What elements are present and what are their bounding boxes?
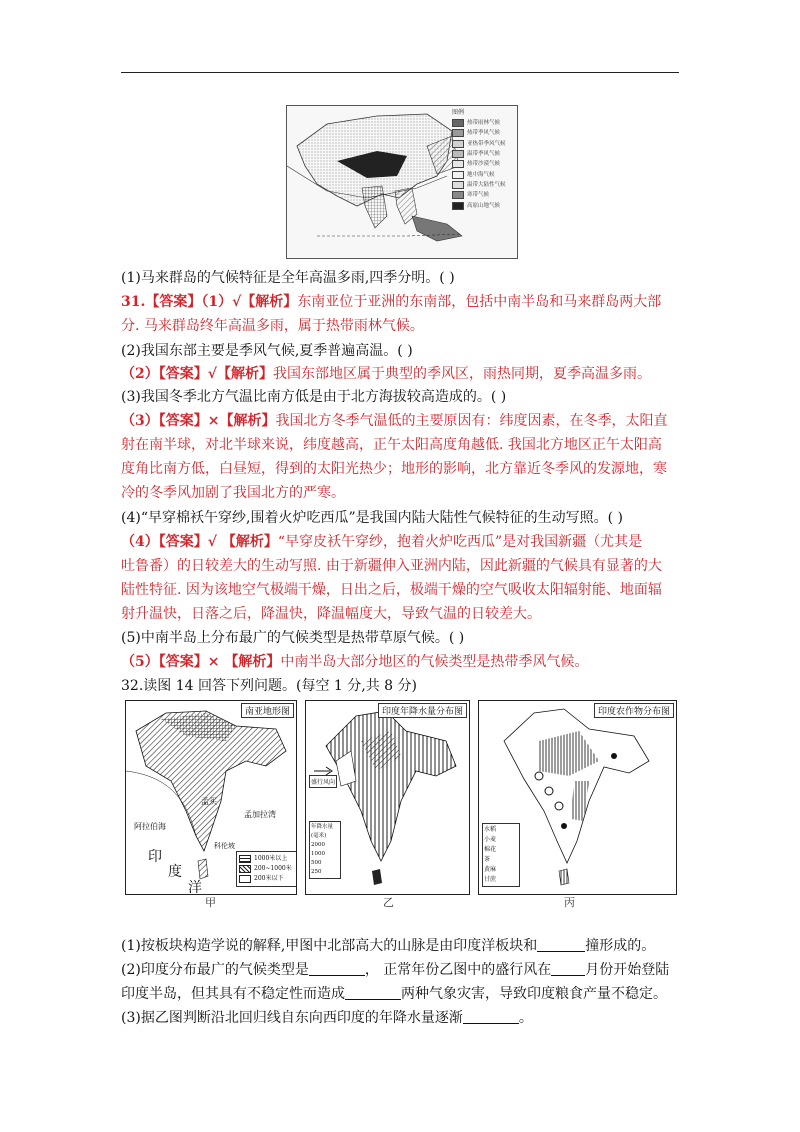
blank-4[interactable] <box>345 985 401 1000</box>
answer-4 <box>121 532 642 552</box>
legend-row <box>452 128 532 138</box>
prevailing-wind-label: 盛行风向 <box>309 775 337 788</box>
blank-2[interactable] <box>309 961 365 976</box>
label-du: 度 <box>168 864 182 880</box>
crop-legend <box>482 823 520 887</box>
map-jia-title: 南亚地形图 <box>241 703 294 718</box>
swatch-low <box>239 875 251 883</box>
legend-label: 热带雨林气候 <box>467 120 501 127</box>
legend-label: 热带季风气候 <box>467 130 501 137</box>
blank-1[interactable] <box>537 937 585 952</box>
answer-3-line2: 射在南半球，对北半球来说，纬度越高，正午太阳高度角越低. 我国北方地区正午太阳高 <box>121 437 662 453</box>
legend-row <box>452 149 532 159</box>
label-colombo: 科伦坡 <box>214 842 235 850</box>
answer-5-head: （5）【答案】× 【解析】 <box>121 654 281 670</box>
rainfall-legend-1000: 1000 <box>311 851 325 857</box>
caption-yi: 乙 <box>383 896 394 909</box>
legend-high: 1000米以上 <box>254 855 288 862</box>
sub-question-1-tail: 撞形成的。 <box>585 938 656 954</box>
sub-question-2-text-e: 两种气象灾害，导致印度粮食产量不稳定。 <box>401 986 667 1002</box>
label-bay-of-bengal: 孟加拉湾 <box>244 810 276 819</box>
label-arabian-sea: 阿拉伯海 <box>134 822 166 831</box>
terrain-legend-row-3 <box>239 874 294 884</box>
question-3: (3)我国冬季北方气温比南方低是由于北方海拔较高造成的。( ) <box>121 389 507 405</box>
answer-5 <box>121 652 588 672</box>
legend-swatch <box>452 119 464 127</box>
legend-label: 亚热带季风气候 <box>467 140 506 147</box>
map-yi-title: 印度年降水量分布图 <box>378 703 467 718</box>
terrain-legend-row-2 <box>239 864 294 874</box>
legend-row <box>452 169 532 179</box>
legend-row <box>452 139 532 149</box>
legend-title: 图例 <box>452 109 465 116</box>
sub-question-2-text-a: (2)印度分布最广的气候类型是 <box>121 962 309 978</box>
legend-swatch <box>452 171 464 179</box>
answer-3-head: （3）【答案】×【解析】 <box>121 413 276 429</box>
rainfall-legend-2000: 2000 <box>311 842 325 848</box>
question-32: 32.读图 14 回答下列问题。(每空 1 分,共 8 分) <box>121 678 417 694</box>
legend-mid: 200~1000米 <box>254 865 292 872</box>
terrain-legend-row-1 <box>239 854 294 864</box>
legend-swatch <box>452 191 464 199</box>
answer-5-body: 中南半岛大部分地区的气候类型是热带季风气候。 <box>280 654 589 670</box>
climate-legend <box>452 108 532 211</box>
legend-label: 温带大陆性气候 <box>467 181 506 188</box>
legend-swatch <box>452 150 464 158</box>
terrain-legend <box>236 851 297 887</box>
header-rule <box>121 72 679 73</box>
answer-1-cont: 分. 马来群岛终年高温多雨，属于热带雨林气候。 <box>121 318 424 334</box>
legend-row <box>452 118 532 128</box>
legend-swatch <box>452 140 464 148</box>
answer-4-line2: 吐鲁番）的日较差大的生动写照. 由于新疆伸入亚洲内陆，因此新疆的气候具有显著的大 <box>121 558 662 574</box>
legend-swatch <box>452 160 464 168</box>
sub-question-2 <box>121 960 669 980</box>
legend-row <box>452 200 532 210</box>
question-4: (4)“早穿棉袄午穿纱,围着火炉吃西瓜”是我国内陆大陆性气候特征的生动写照。( ) <box>121 510 623 526</box>
answer-4-line3: 陆性特征. 因为该地空气极端干燥，日出之后，极端干燥的空气吸收太阳辐射能、地面辐 <box>121 582 662 598</box>
answer-1-head: 31.【答案】（1）√【解析】 <box>121 294 298 310</box>
answer-1 <box>121 292 661 312</box>
legend-label: 地中海气候 <box>467 171 495 178</box>
question-2: (2)我国东部主要是季风气候,夏季普遍高温。( ) <box>121 343 413 359</box>
answer-3-line4: 冷的冬季风加剧了我国北方的严寒。 <box>121 485 345 501</box>
rainfall-legend-500: 500 <box>311 860 322 866</box>
sub-question-2-cont <box>121 984 667 1004</box>
rainfall-legend-250: 250 <box>311 869 322 875</box>
india-crop-map <box>478 700 677 895</box>
legend-label: 寒带气候 <box>467 192 490 199</box>
answer-4-line4: 射升温快，日落之后，降温快，降温幅度大，导致气温的日较差大。 <box>121 606 541 622</box>
question-5: (5)中南半岛上分布最广的气候类型是热带草原气候。( ) <box>121 630 465 646</box>
sub-question-1 <box>121 936 655 956</box>
map-bing-title: 印度农作物分布图 <box>594 703 674 718</box>
legend-swatch <box>452 202 464 210</box>
swatch-high <box>239 855 251 863</box>
sub-question-2-text-b: ， 正常年份乙图中的盛行风在 <box>364 962 552 978</box>
crop-sugarcane: 甘蔗 <box>484 876 497 883</box>
legend-row <box>452 180 532 190</box>
crop-tea: 茶 <box>484 856 491 863</box>
answer-1-body: 东南亚位于亚洲的东南部，包括中南半岛和马来群岛两大部 <box>297 294 662 310</box>
blank-3[interactable] <box>551 961 585 976</box>
sub-question-3-tail: 。 <box>518 1010 533 1026</box>
south-asia-terrain-map <box>125 700 297 895</box>
label-yin: 印 <box>148 849 162 865</box>
answer-4-head: （4）【答案】√ 【解析】 <box>121 534 278 550</box>
label-yang: 洋 <box>188 880 202 895</box>
rainfall-legend <box>309 821 341 879</box>
answer-4-body: “早穿皮袄午穿纱，抱着火炉吃西瓜”是对我国新疆（尤其是 <box>277 534 643 550</box>
answer-2 <box>121 364 651 384</box>
answer-3-body: 我国北方冬季气温低的主要原因有：纬度因素，在冬季，太阳直 <box>275 413 668 429</box>
crop-cotton: 棉花 <box>484 846 497 853</box>
sub-question-3 <box>121 1008 533 1028</box>
swatch-mid <box>239 865 251 873</box>
legend-swatch <box>452 181 464 189</box>
sub-question-2-text-d: 印度半岛，但其具有不稳定性而造成 <box>121 986 345 1002</box>
crop-jute: 黄麻 <box>484 866 497 873</box>
legend-label: 高原山地气候 <box>467 202 501 209</box>
crop-wheat: 小麦 <box>484 836 497 843</box>
legend-label: 热带沙漠气候 <box>467 161 501 168</box>
legend-row <box>452 190 532 200</box>
sub-question-3-text: (3)据乙图判断沿北回归线自东向西印度的年降水量逐渐 <box>121 1010 463 1026</box>
india-rainfall-map <box>305 700 470 895</box>
answer-3-line3: 度角比南方低，白昼短，得到的太阳光热少；地形的影响，北方靠近冬季风的发源地，寒 <box>121 461 667 477</box>
rainfall-legend-title: 年降水量(毫米) <box>311 824 334 839</box>
sub-question-1-text: (1)按板块构造学说的解释,甲图中北部高大的山脉是由印度洋板块和 <box>121 938 538 954</box>
label-mumbai: 孟买 <box>201 797 217 806</box>
legend-low: 200米以下 <box>254 875 284 882</box>
answer-3 <box>121 411 667 431</box>
figure-14-maps <box>125 700 675 895</box>
sub-question-2-text-c: 月份开始登陆 <box>585 962 670 978</box>
blank-5[interactable] <box>463 1009 519 1024</box>
legend-label: 温带季风气候 <box>467 151 501 158</box>
caption-jia: 甲 <box>205 896 216 909</box>
caption-bing: 丙 <box>564 896 575 909</box>
question-1: (1)马来群岛的气候特征是全年高温多雨,四季分明。( ) <box>121 270 455 286</box>
answer-2-body: 我国东部地区属于典型的季风区，雨热同期，夏季高温多雨。 <box>272 366 651 382</box>
answer-2-head: （2）【答案】√【解析】 <box>121 366 273 382</box>
legend-swatch <box>452 129 464 137</box>
legend-row <box>452 159 532 169</box>
crop-rice: 水稻 <box>484 826 497 833</box>
